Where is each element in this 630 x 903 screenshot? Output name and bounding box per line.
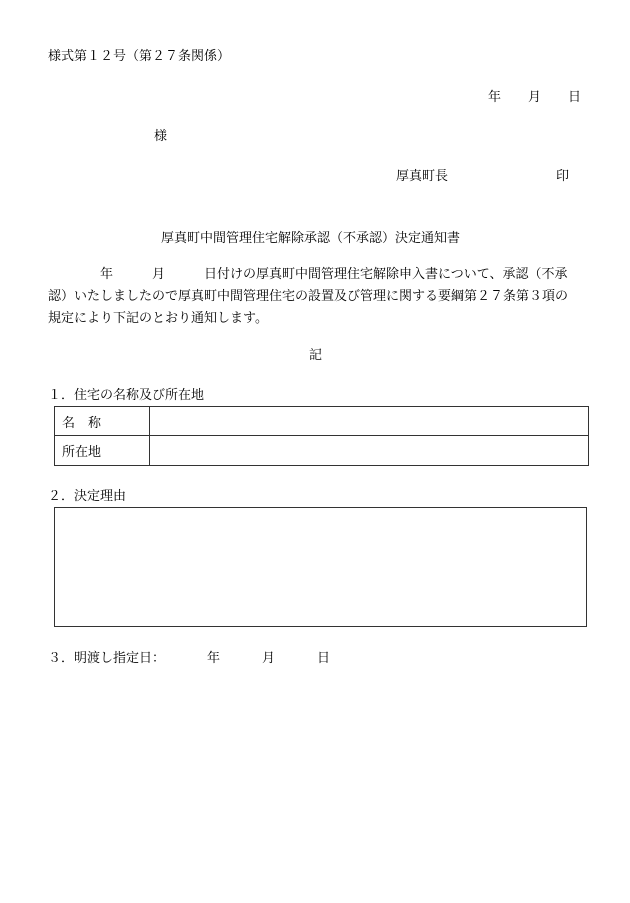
body-line-1-text: 日付けの厚真町中間管理住宅解除申入書について、承認（不承 — [204, 267, 568, 282]
body-paragraph — [48, 264, 586, 330]
table-row — [55, 436, 589, 466]
body-line-1 — [48, 264, 586, 286]
section1-heading: １．住宅の名称及び所在地 — [48, 388, 205, 403]
section3 — [48, 651, 330, 667]
body-month: 月 — [152, 267, 166, 282]
ki-label: 記 — [309, 348, 323, 363]
body-line-3: 規定により下記のとおり通知します。 — [48, 311, 268, 326]
location-label: 所在地 — [55, 436, 150, 466]
name-value — [150, 407, 589, 436]
body-year: 年 — [100, 267, 114, 282]
name-label: 名 称 — [55, 407, 150, 436]
table-row — [55, 407, 589, 436]
section2-heading: ２．決定理由 — [48, 489, 127, 504]
body-line-2: 認）いたしましたので厚真町中間管理住宅の設置及び管理に関する要綱第２７条第３項の — [48, 289, 569, 304]
form-number: 様式第１２号（第２７条関係） — [48, 49, 231, 64]
location-value — [150, 436, 589, 466]
handover-month: 月 — [262, 651, 276, 666]
date-year: 年 — [488, 90, 502, 105]
property-table — [54, 406, 589, 466]
date-line — [488, 90, 581, 106]
date-month: 月 — [528, 90, 542, 105]
issuer-seal: 印 — [556, 169, 570, 184]
issuer-name: 厚真町長 — [396, 169, 449, 184]
addressee-suffix: 様 — [154, 129, 168, 144]
handover-year: 年 — [207, 651, 221, 666]
section3-heading: ３．明渡し指定日： — [48, 651, 166, 666]
document-title: 厚真町中間管理住宅解除承認（不承認）決定通知書 — [161, 231, 461, 246]
reason-box — [54, 507, 587, 627]
date-day: 日 — [568, 90, 582, 105]
handover-day: 日 — [317, 651, 331, 666]
